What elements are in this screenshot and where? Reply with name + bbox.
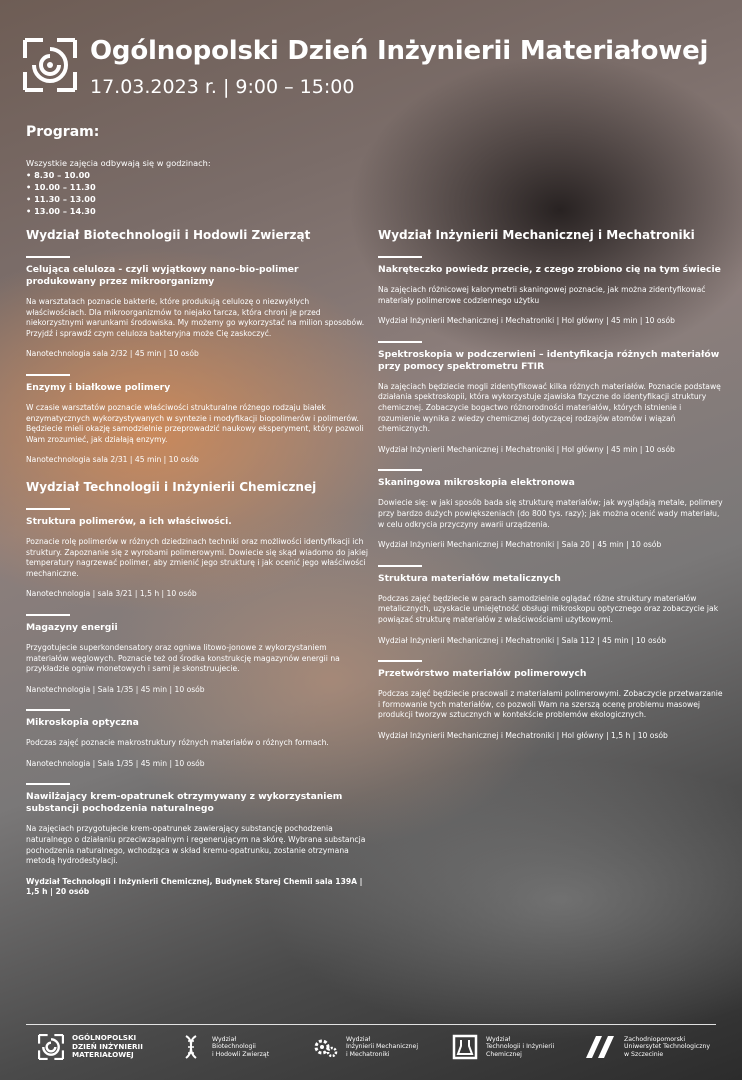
footer-text: Chemicznej	[486, 1050, 522, 1058]
dept-heading: Wydział Technologii i Inżynierii Chemicznej	[26, 479, 317, 494]
event-meta: Wydział Inżynierii Mechanicznej i Mechatroniki | Hol główny | 1,5 h | 10 osób	[378, 730, 668, 740]
footer-text: Zachodniopomorski	[624, 1035, 686, 1043]
event-description: W czasie warsztatów poznacie właściwości strukturalne różnego rodzaju białek enzymatycznych wykorzystywanych w syntezie i modyfikacji biopolimerów i polimerów. Będziecie mieli okazję samodzielnie przeprowadzić naukowy eksperyment, który pozwoli Wam zrozumieć, jak działają enzymy.	[26, 402, 364, 444]
event-meta: Nanotechnologia | Sala 1/35 | 45 min | 10 osób	[26, 684, 205, 694]
dept-section	[378, 228, 723, 741]
event-item	[26, 709, 371, 769]
event-item	[26, 256, 371, 360]
divider	[26, 783, 70, 785]
event-item	[378, 256, 723, 327]
event-item	[26, 508, 371, 600]
event-item	[378, 469, 723, 550]
event-description: Na zajęciach będziecie mogli zidentyfikować kilka różnych materiałów. Poznacie podstawę działania spektroskopii, która wykorzystuje zjawiska fizyczne do identyfikacji struktury chemicznej. Zobaczycie bogactwo różnorodności materiałów, których istnienie i rozumienie wynika z wiedzy chemicznej dotyczącej rodzajów atomów i wiązań chemicznych.	[378, 381, 721, 434]
event-description: Dowiecie się: w jaki sposób bada się strukturę materiałów; jak wyglądają metale, polimery przy bardzo dużych powiększeniach (do 800 tys. razy); jak można ocenić wady materiału, w celu odkrycia przyczyny awarii urządzenia.	[378, 498, 723, 529]
footer-text: Uniwersytet Technologiczny	[624, 1043, 711, 1051]
event-logo-icon	[23, 38, 77, 92]
event-logo-icon	[38, 1034, 64, 1060]
zut-university-logo	[582, 1030, 710, 1064]
left-column	[26, 228, 371, 912]
event-description: Podczas zajęć poznacie makrostruktury różnych materiałów o różnych formach.	[26, 738, 329, 748]
program-heading: Program:	[26, 124, 100, 140]
event-description: Przygotujecie superkondensatory oraz ogniwa litowo-jonowe z wykorzystaniem materiałów węglowych. Poznacie też od środka konstrukcję magazynów energii na przykładzie ogniw monetowych i sami je skonstruujecie.	[26, 642, 340, 674]
event-title: Celująca celuloza - czyli wyjątkowy nano-bio-polimer produkowany przez mikroorganizmy	[26, 264, 299, 287]
footer-text: i Mechatroniki	[346, 1050, 390, 1058]
divider	[378, 256, 422, 258]
university-stripes-icon	[582, 1034, 616, 1060]
event-meta: Wydział Inżynierii Mechanicznej i Mechatroniki | Sala 20 | 45 min | 10 osób	[378, 540, 662, 550]
footer-text: Wydział	[212, 1035, 237, 1043]
event-meta: Nanotechnologia sala 2/31 | 45 min | 10 osób	[26, 455, 199, 465]
footer-text: Technologii i Inżynierii	[486, 1043, 555, 1051]
event-meta: Wydział Inżynierii Mechanicznej i Mechatroniki | Hol główny | 45 min | 10 osób	[378, 316, 675, 326]
footer-text: Inżynierii Mechanicznej	[346, 1043, 419, 1051]
footer-divider	[26, 1024, 716, 1025]
event-meta: Wydział Technologii i Inżynierii Chemicznej, Budynek Starej Chemii sala 139A | 1,5 h | 20 osób	[26, 876, 363, 897]
footer-text: i Hodowli Zwierząt	[212, 1050, 270, 1058]
event-title: Skaningowa mikroskopia elektronowa	[378, 477, 575, 489]
event-title: Enzymy i białkowe polimery	[26, 381, 171, 393]
footer-text: DZIEŃ INŻYNIERII	[72, 1041, 143, 1051]
dna-icon	[178, 1034, 204, 1060]
event-title: Spektroskopia w podczerwieni – identyfikacja różnych materiałów przy pomocy spektrometru FTIR	[378, 348, 720, 372]
divider	[378, 565, 422, 567]
footer-text: MATERIAŁOWEJ	[72, 1050, 134, 1060]
right-column	[378, 228, 723, 755]
divider	[378, 469, 422, 471]
event-meta: Nanotechnologia sala 2/32 | 45 min | 10 osób	[26, 349, 199, 359]
dept-heading: Wydział Biotechnologii i Hodowli Zwierząt	[26, 228, 311, 242]
divider	[26, 614, 70, 616]
event-item	[26, 783, 371, 898]
hours-intro: Wszystkie zajęcia odbywają się w godzinach:	[26, 158, 211, 168]
event-item	[378, 341, 723, 456]
time-slot: • 8.30 – 10.00	[26, 169, 211, 181]
event-title: Nakręteczko powiedz przecie, z czego zrobiono cię na tym świecie	[378, 264, 721, 275]
footer-text: Wydział	[486, 1035, 511, 1043]
event-meta: Wydział Inżynierii Mechanicznej i Mechatroniki | Hol główny | 45 min | 10 osób	[378, 444, 675, 454]
event-description: Na zajęciach różnicowej kalorymetrii skaningowej poznacie, jak można zidentyfikować materiały polimerowe codziennego użytku	[378, 285, 706, 305]
event-footer-logo	[38, 1030, 143, 1064]
bio-faculty-logo	[178, 1030, 269, 1064]
event-description: Poznacie rolę polimerów w różnych dziedzinach techniki oraz możliwości identyfikacji ich struktury. Zapoznanie się z wyrobami polimerowymi. Dowiecie się skąd wiadomo do jakiej temperatury nagrzewać polimer, aby zmienić jego strukturę i jak ocenić jego właściwości mechaniczne.	[26, 536, 368, 578]
event-description: Podczas zajęć będziecie pracowali z materiałami polimerowymi. Zobaczycie przetwarzanie i formowanie tych materiałów, co pozwoli Wam na szerszą ocenę problemu masowej produkcji tworzyw sztucznych w kontekście problemów ekologicznych.	[378, 689, 723, 720]
page-title: Ogólnopolski Dzień Inżynierii Materiałowej	[90, 36, 709, 66]
event-date: 17.03.2023 r. | 9:00 – 15:00	[90, 76, 355, 98]
time-slot: • 10.00 – 11.30	[26, 181, 211, 193]
event-item	[26, 374, 371, 466]
flask-icon	[452, 1034, 478, 1060]
event-title: Mikroskopia optyczna	[26, 717, 139, 729]
dept-section	[26, 480, 371, 898]
event-description: Podczas zajęć będziecie w parach samodzielnie oglądać różne struktury materiałów metalicznych, uzyskacie umiejętność obsługi mikroskopu optycznego oraz zobaczycie jak powiązać strukturę materiałów z właściwościami użytkowymi.	[378, 593, 719, 624]
divider	[378, 660, 422, 662]
footer-text: OGÓLNOPOLSKI	[72, 1032, 137, 1042]
program-hours	[26, 157, 211, 217]
event-meta: Nanotechnologia | Sala 1/35 | 45 min | 10 osób	[26, 758, 205, 768]
event-title: Nawilżający krem-opatrunek otrzymywany z wykorzystaniem substancji pochodzenia naturalnego	[26, 791, 343, 815]
divider	[26, 508, 70, 510]
divider	[26, 374, 70, 376]
gear-icon	[312, 1034, 338, 1060]
divider	[378, 341, 422, 343]
event-item	[378, 660, 723, 741]
event-title: Magazyny energii	[26, 621, 118, 633]
footer-text: Biotechnologii	[212, 1043, 256, 1051]
chem-faculty-logo	[452, 1030, 554, 1064]
time-slot: • 11.30 – 13.00	[26, 193, 211, 205]
event-meta: Nanotechnologia | sala 3/21 | 1,5 h | 10 osób	[26, 589, 197, 599]
event-description: Na warsztatach poznacie bakterie, które produkują celulozę o niezwykłych właściwościach. Dla mikroorganizmów to niejako tarcza, która chroni je przed niekorzystnymi warunkami środowiska. My możemy go wykorzystać na milion sposobów. Przyjdź i sprawdź czym celuloza bakteryjna może Cię zaskoczyć.	[26, 297, 365, 338]
dept-section	[26, 228, 371, 466]
event-description: Na zajęciach przygotujecie krem-opatrunek zawierający substancję pochodzenia naturalnego o działaniu przeciwzapalnym i regenerującym na skórę. Wybrana substancja pochodzenia naturalnego, wchodząca w skład kremu-opatrunku, zostanie otrzymana metodą hydrodestylacji.	[26, 824, 366, 866]
dept-heading: Wydział Inżynierii Mechanicznej i Mechatroniki	[378, 228, 695, 242]
time-slot: • 13.00 – 14.30	[26, 205, 211, 217]
event-meta: Wydział Inżynierii Mechanicznej i Mechatroniki | Sala 112 | 45 min | 10 osób	[378, 635, 667, 645]
event-title: Przetwórstwo materiałów polimerowych	[378, 668, 587, 680]
divider	[26, 256, 70, 258]
event-item	[26, 614, 371, 695]
footer-text: Wydział	[346, 1035, 371, 1043]
event-item	[378, 565, 723, 646]
footer-logos	[26, 1030, 716, 1066]
event-title: Struktura polimerów, a ich właściwości.	[26, 515, 232, 527]
event-title: Struktura materiałów metalicznych	[378, 572, 561, 584]
divider	[26, 709, 70, 711]
mech-faculty-logo	[312, 1030, 418, 1064]
footer-text: w Szczecinie	[624, 1050, 664, 1058]
